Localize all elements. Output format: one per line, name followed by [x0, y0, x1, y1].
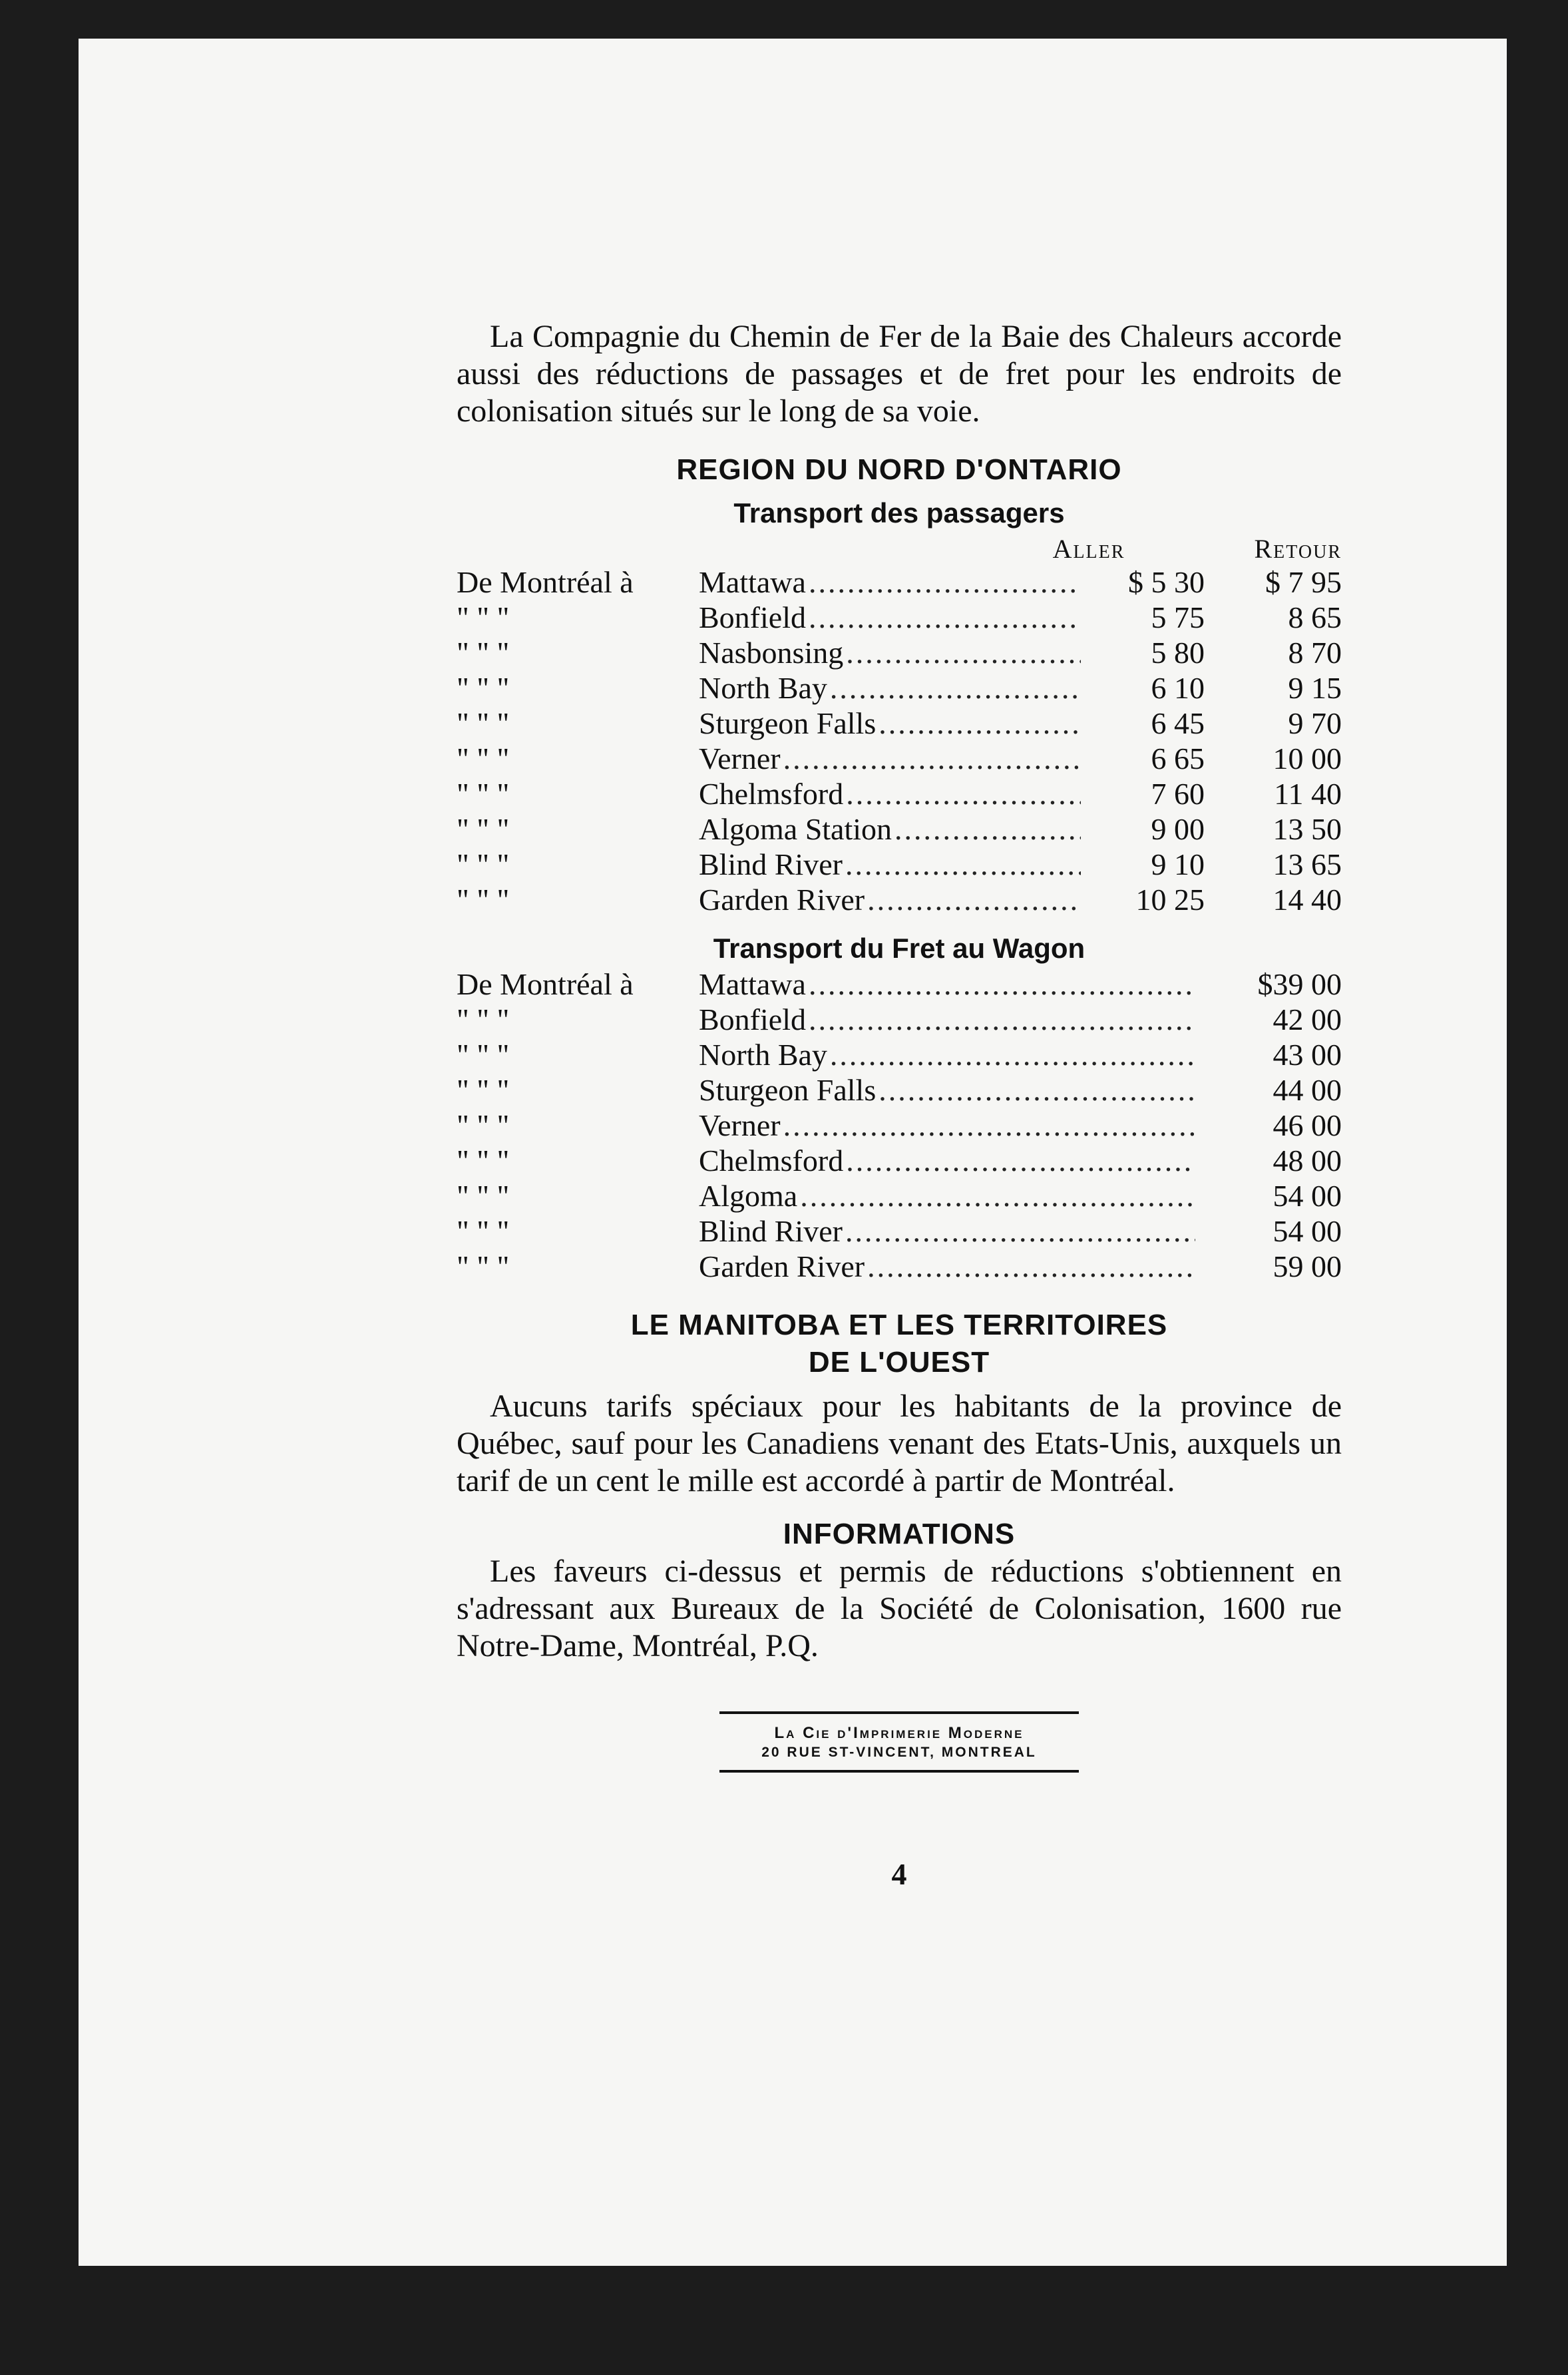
table-row — [457, 1143, 1342, 1178]
row-origin: " " " — [457, 1179, 510, 1213]
row-freight-price: 43 00 — [1273, 1038, 1342, 1072]
table-row — [457, 811, 1342, 847]
printer-imprint — [719, 1711, 1079, 1773]
region-title: REGION DU NORD D'ONTARIO — [676, 453, 1122, 486]
row-destination: Sturgeon Falls — [699, 1073, 877, 1107]
freight-title: Transport du Fret au Wagon — [713, 933, 1085, 964]
row-aller-price: 5 75 — [1151, 600, 1205, 634]
row-origin: " " " — [457, 636, 510, 670]
row-destination: Garden River — [699, 883, 865, 917]
row-origin: " " " — [457, 812, 510, 846]
row-destination: Bonfield — [699, 1002, 806, 1036]
document-page — [79, 39, 1507, 2266]
passengers-title: Transport des passagers — [733, 497, 1065, 529]
row-destination: Blind River — [699, 847, 843, 881]
row-retour-price: 9 70 — [1288, 706, 1342, 740]
informations-title: INFORMATIONS — [783, 1518, 1016, 1550]
row-retour-price: 8 65 — [1288, 600, 1342, 634]
row-aller-price: 6 45 — [1151, 706, 1205, 740]
row-origin: De Montréal à — [457, 967, 634, 1001]
row-origin: " " " — [457, 777, 510, 811]
row-retour-price: $ 7 95 — [1265, 565, 1342, 599]
row-retour-price: 11 40 — [1274, 777, 1342, 811]
row-origin: " " " — [457, 671, 510, 705]
row-aller-price: 9 10 — [1151, 847, 1205, 881]
manitoba-title-line2: DE L'OUEST — [808, 1346, 990, 1379]
row-origin: " " " — [457, 883, 510, 917]
table-row — [457, 1249, 1342, 1284]
informations-paragraph: Les faveurs ci-dessus et permis de réductions s'obtiennent en s'adressant aux Bureaux de la Société de Colonisation, 1600 rue Notre-Dame, Montréal, P.Q. — [457, 1554, 1342, 1663]
table-row — [457, 1072, 1342, 1108]
manitoba-paragraph: Aucuns tarifs spéciaux pour les habitants de la province de Québec, sauf pour les Canadiens venant des Etats-Unis, auxquels un tarif de un cent le mille est accordé à partir de Montréal. — [457, 1389, 1342, 1498]
table-row — [457, 1002, 1342, 1037]
printer-name: La Cie d'Imprimerie Moderne — [774, 1724, 1024, 1742]
row-destination: Mattawa — [699, 565, 806, 599]
table-row — [457, 1037, 1342, 1072]
intro-paragraph: La Compagnie du Chemin de Fer de la Baie des Chaleurs accorde aussi des réductions de passages et de fret pour les endroits de colonisation situés sur le long de sa voie. — [457, 319, 1342, 429]
row-destination: Garden River — [699, 1249, 865, 1283]
passengers-column-headers — [457, 534, 1342, 564]
row-retour-price: 9 15 — [1288, 671, 1342, 705]
row-retour-price: 13 65 — [1273, 847, 1342, 881]
row-retour-price: 8 70 — [1288, 636, 1342, 670]
row-aller-price: 9 00 — [1151, 812, 1205, 846]
row-origin: " " " — [457, 1144, 510, 1178]
table-row — [457, 600, 1342, 635]
column-header-aller: Aller — [1052, 534, 1125, 564]
table-row — [457, 741, 1342, 776]
printer-address: 20 RUE ST-VINCENT, MONTREAL — [761, 1745, 1037, 1760]
row-destination: Sturgeon Falls — [699, 706, 877, 740]
row-destination: Chelmsford — [699, 777, 844, 811]
row-freight-price: 44 00 — [1273, 1073, 1342, 1107]
row-destination: Mattawa — [699, 967, 806, 1001]
passengers-table — [457, 564, 1342, 917]
table-row — [457, 1213, 1342, 1249]
row-origin: " " " — [457, 742, 510, 775]
row-destination: Bonfield — [699, 600, 806, 634]
row-destination: Verner — [699, 1108, 781, 1142]
table-row — [457, 967, 1342, 1002]
row-origin: " " " — [457, 1002, 510, 1036]
page-number: 4 — [891, 1857, 907, 1891]
row-destination: Verner — [699, 742, 781, 775]
row-freight-price: 48 00 — [1273, 1144, 1342, 1178]
row-origin: " " " — [457, 600, 510, 634]
row-aller-price: 10 25 — [1135, 883, 1205, 917]
row-destination: Nasbonsing — [699, 636, 844, 670]
row-destination: Blind River — [699, 1214, 843, 1248]
table-row — [457, 635, 1342, 670]
row-retour-price: 13 50 — [1273, 812, 1342, 846]
table-row — [457, 847, 1342, 882]
page-content — [457, 318, 1342, 1892]
row-origin: " " " — [457, 1038, 510, 1072]
table-row — [457, 1108, 1342, 1143]
row-destination: Algoma Station — [699, 812, 892, 846]
row-destination: North Bay — [699, 671, 827, 705]
table-row — [457, 776, 1342, 811]
row-aller-price: 5 80 — [1151, 636, 1205, 670]
row-origin: " " " — [457, 847, 510, 881]
table-row — [457, 1178, 1342, 1213]
row-freight-price: 46 00 — [1273, 1108, 1342, 1142]
table-row — [457, 882, 1342, 917]
row-freight-price: $39 00 — [1257, 967, 1342, 1001]
column-header-retour: Retour — [1254, 534, 1342, 564]
row-aller-price: 6 10 — [1151, 671, 1205, 705]
row-freight-price: 54 00 — [1273, 1214, 1342, 1248]
table-row — [457, 670, 1342, 706]
row-freight-price: 42 00 — [1273, 1002, 1342, 1036]
row-freight-price: 54 00 — [1273, 1179, 1342, 1213]
row-retour-price: 10 00 — [1273, 742, 1342, 775]
row-origin: " " " — [457, 1108, 510, 1142]
table-row — [457, 706, 1342, 741]
row-aller-price: 7 60 — [1151, 777, 1205, 811]
table-row — [457, 564, 1342, 600]
row-destination: Algoma — [699, 1179, 798, 1213]
row-freight-price: 59 00 — [1273, 1249, 1342, 1283]
row-aller-price: 6 65 — [1151, 742, 1205, 775]
freight-table — [457, 967, 1342, 1284]
row-destination: North Bay — [699, 1038, 827, 1072]
row-origin: " " " — [457, 1249, 510, 1283]
row-origin: " " " — [457, 706, 510, 740]
row-origin: " " " — [457, 1073, 510, 1107]
row-origin: De Montréal à — [457, 565, 634, 599]
manitoba-title-line1: LE MANITOBA ET LES TERRITOIRES — [630, 1309, 1168, 1341]
row-retour-price: 14 40 — [1273, 883, 1342, 917]
row-destination: Chelmsford — [699, 1144, 844, 1178]
row-origin: " " " — [457, 1214, 510, 1248]
row-aller-price: $ 5 30 — [1128, 565, 1205, 599]
